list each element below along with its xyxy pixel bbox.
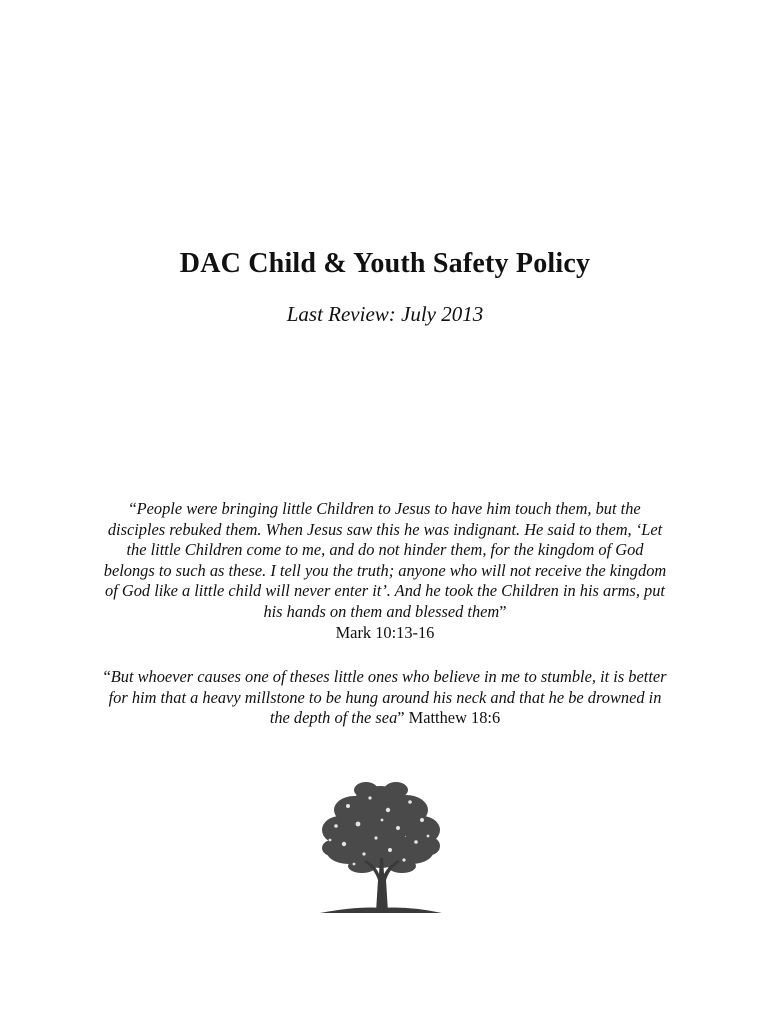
page-title: DAC Child & Youth Safety Policy xyxy=(179,248,591,279)
quote-text: People were bringing little Children to Jesus to have him touch them, but the disciples rebuked them. When Jesus saw this he was indignant. He said to them, ‘Let the little Children come to me, and do not hinder them, for the kingdom of God belongs to such as these. I tell you the truth; anyone who will not receive the kingdom of God like a little child will never enter it’. And he took the Children in his arms, put his hands on them and blessed them xyxy=(103,499,667,621)
quote-reference: Matthew 18:6 xyxy=(408,708,501,728)
open-quote-mark: “ xyxy=(103,667,111,686)
last-review-date: Last Review: July 2013 xyxy=(286,302,484,326)
tree-icon xyxy=(318,780,444,914)
close-quote-mark: ” xyxy=(499,601,507,621)
quote-reference: Mark 10:13-16 xyxy=(335,622,435,642)
quote-text: But whoever causes one of theses little ones who believe in me to stumble, it is better for him that a heavy millstone to be hung around his neck and that he be drowned in the depth of the sea xyxy=(108,667,667,728)
open-quote-mark: “ xyxy=(129,499,137,518)
scripture-quote-matthew xyxy=(100,667,670,729)
scripture-quote-mark xyxy=(100,499,670,643)
close-quote-mark: ” xyxy=(397,708,405,728)
